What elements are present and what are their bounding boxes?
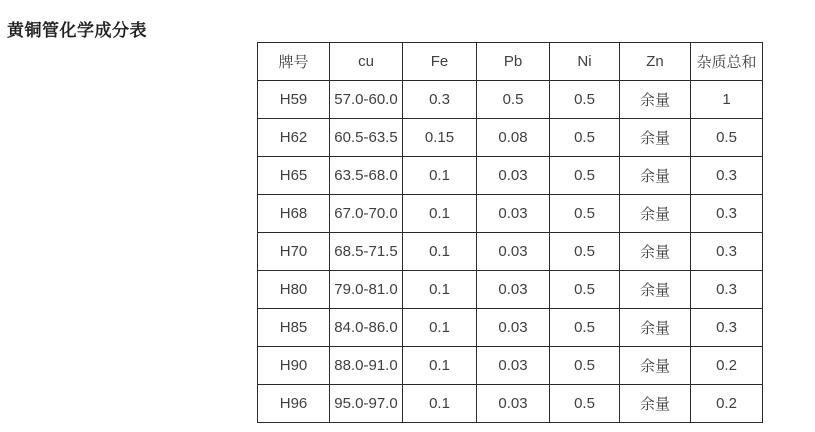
table-cell: 0.1 — [403, 195, 477, 233]
table-cell: 0.5 — [550, 81, 620, 119]
table-cell: H96 — [258, 385, 330, 423]
table-cell: 0.1 — [403, 233, 477, 271]
table-cell: 0.1 — [403, 271, 477, 309]
table-cell: 79.0-81.0 — [330, 271, 403, 309]
table-cell: 0.5 — [550, 271, 620, 309]
header-cell: Zn — [620, 43, 691, 81]
table-cell: H80 — [258, 271, 330, 309]
table-cell: 0.5 — [550, 385, 620, 423]
table-cell: 0.5 — [550, 347, 620, 385]
table-cell: H68 — [258, 195, 330, 233]
table-cell: 68.5-71.5 — [330, 233, 403, 271]
table-cell: 57.0-60.0 — [330, 81, 403, 119]
table-cell: H85 — [258, 309, 330, 347]
header-cell: Ni — [550, 43, 620, 81]
header-cell: Pb — [477, 43, 550, 81]
composition-table — [257, 42, 763, 423]
table-row — [258, 195, 763, 233]
table-cell: 0.3 — [691, 271, 763, 309]
table-row — [258, 271, 763, 309]
page-title: 黄铜管化学成分表 — [7, 21, 147, 41]
table-cell: 0.2 — [691, 347, 763, 385]
table-cell: 0.5 — [550, 233, 620, 271]
table-cell: 1 — [691, 81, 763, 119]
table-cell: 0.03 — [477, 233, 550, 271]
table-cell: 余量 — [620, 119, 691, 157]
table-cell: 余量 — [620, 81, 691, 119]
table-cell: 0.5 — [691, 119, 763, 157]
table-cell: 0.3 — [691, 309, 763, 347]
table-cell: 0.2 — [691, 385, 763, 423]
table-cell: 0.1 — [403, 157, 477, 195]
table-cell: 0.03 — [477, 271, 550, 309]
table-row — [258, 119, 763, 157]
composition-table-wrapper — [257, 42, 763, 423]
table-cell: 0.03 — [477, 309, 550, 347]
header-cell: Fe — [403, 43, 477, 81]
table-cell: 0.1 — [403, 385, 477, 423]
table-cell: 0.5 — [550, 195, 620, 233]
table-cell: 0.15 — [403, 119, 477, 157]
table-cell: 60.5-63.5 — [330, 119, 403, 157]
table-cell: 0.03 — [477, 347, 550, 385]
table-row — [258, 233, 763, 271]
table-cell: 95.0-97.0 — [330, 385, 403, 423]
table-cell: H65 — [258, 157, 330, 195]
table-cell: 余量 — [620, 347, 691, 385]
table-row — [258, 309, 763, 347]
table-cell: H62 — [258, 119, 330, 157]
header-cell: cu — [330, 43, 403, 81]
header-cell: 牌号 — [258, 43, 330, 81]
table-cell: 63.5-68.0 — [330, 157, 403, 195]
table-cell: 67.0-70.0 — [330, 195, 403, 233]
table-cell: H90 — [258, 347, 330, 385]
table-cell: 0.5 — [550, 309, 620, 347]
table-cell: H70 — [258, 233, 330, 271]
table-cell: 余量 — [620, 271, 691, 309]
table-cell: 0.1 — [403, 309, 477, 347]
table-cell: 0.5 — [477, 81, 550, 119]
table-cell: 0.3 — [691, 195, 763, 233]
table-cell: 88.0-91.0 — [330, 347, 403, 385]
table-header — [258, 43, 763, 81]
table-row — [258, 385, 763, 423]
table-cell: 0.03 — [477, 385, 550, 423]
table-cell: 余量 — [620, 385, 691, 423]
table-cell: 0.03 — [477, 195, 550, 233]
table-body — [258, 81, 763, 423]
table-cell: 0.3 — [691, 157, 763, 195]
table-row — [258, 347, 763, 385]
table-row — [258, 81, 763, 119]
header-cell: 杂质总和 — [691, 43, 763, 81]
table-row — [258, 157, 763, 195]
table-cell: 0.5 — [550, 119, 620, 157]
table-cell: 余量 — [620, 157, 691, 195]
table-cell: 余量 — [620, 195, 691, 233]
table-cell: 0.3 — [403, 81, 477, 119]
table-cell: 0.08 — [477, 119, 550, 157]
table-cell: 0.03 — [477, 157, 550, 195]
table-cell: 0.1 — [403, 347, 477, 385]
table-cell: 0.3 — [691, 233, 763, 271]
table-cell: 84.0-86.0 — [330, 309, 403, 347]
header-row — [258, 43, 763, 81]
table-cell: 余量 — [620, 309, 691, 347]
table-cell: 余量 — [620, 233, 691, 271]
table-cell: H59 — [258, 81, 330, 119]
table-cell: 0.5 — [550, 157, 620, 195]
